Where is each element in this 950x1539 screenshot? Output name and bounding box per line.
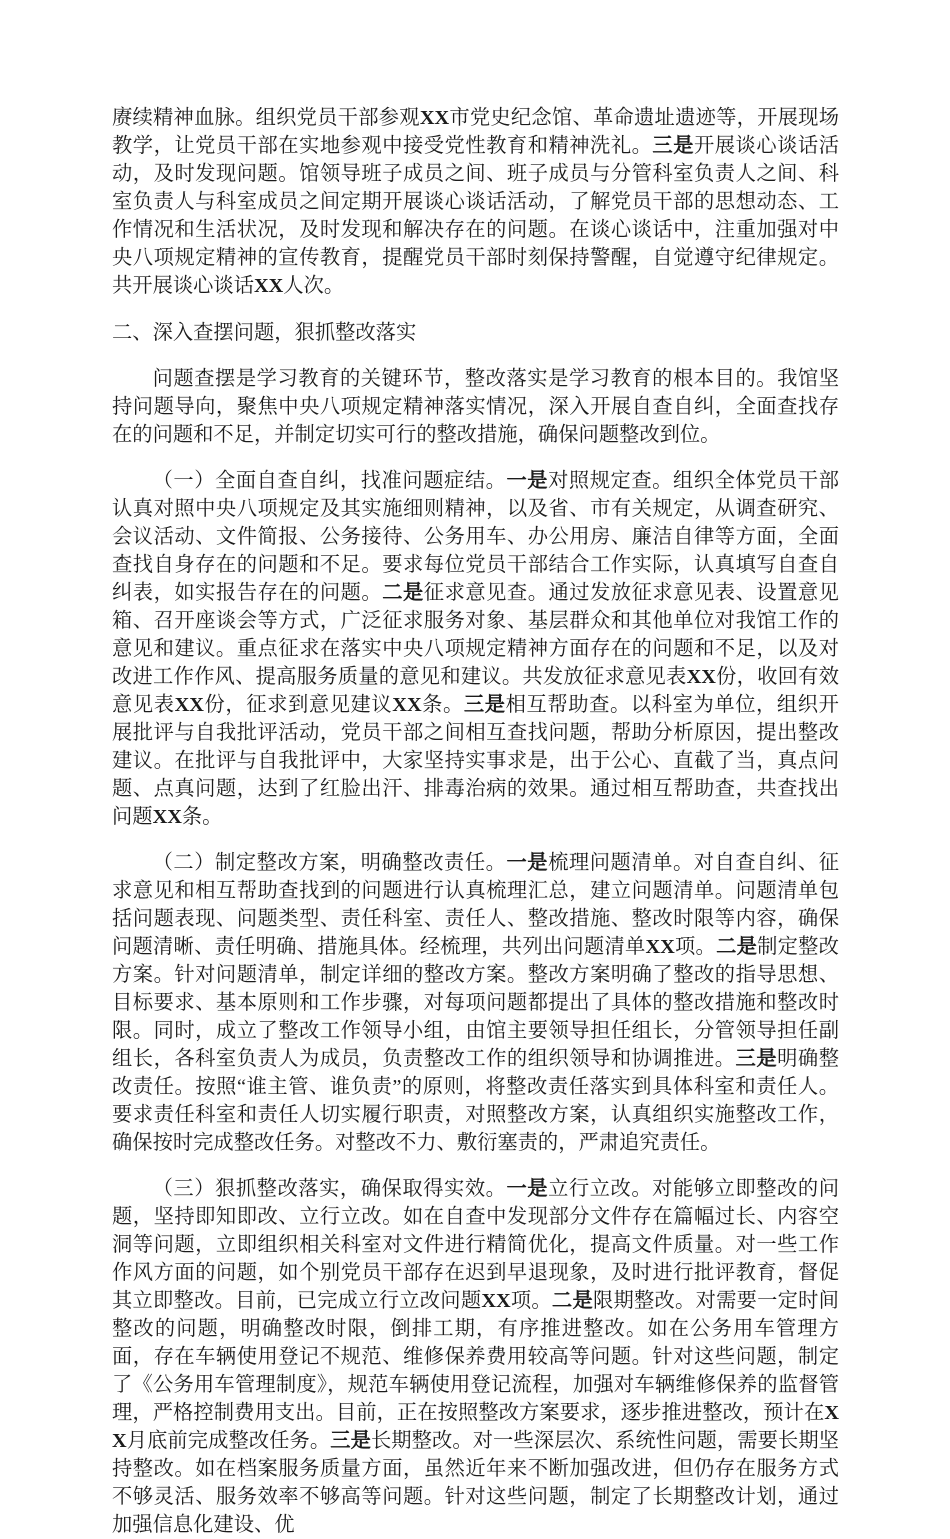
emphasis-marker: 二是 [382, 582, 424, 604]
placeholder-number: XX [686, 666, 716, 688]
placeholder-number: XX [645, 936, 675, 958]
paragraph-subsection-2: （二）制定整改方案，明确整改责任。一是梳理问题清单。对自查自纠、征求意见和相互帮助查找到的问题进行认真梳理汇总，建立问题清单。问题清单包括问题表现、问题类型、责任科室、责任人、整改措施、整改时限等内容，确保问题清晰、责任明确、措施具体。经梳理，共列出问题清单XX项。二是制定整改方案。针对问题清单，制定详细的整改方案。整改方案明确了整改的指导思想、目标要求、基本原则和工作步骤，对每项问题都提出了具体的整改措施和整改时限。同时，成立了整改工作领导小组，由馆主要领导担任组长，分管领导担任副组长，各科室负责人为成员，负责整改工作的组织领导和协调推进。三是明确整改责任。按照“谁主管、谁负责”的原则，将整改责任落实到具体科室和责任人。要求责任科室和责任人切实履行职责，对照整改方案，认真组织实施整改工作，确保按时完成整改任务。对整改不力、敷衍塞责的，严肃追究责任。 [112, 852, 839, 1154]
emphasis-marker: 三是 [463, 694, 506, 716]
placeholder-number: XX [392, 694, 422, 716]
placeholder-number: XX [481, 1290, 511, 1312]
emphasis-marker: 三是 [330, 1430, 371, 1452]
placeholder-number: XX [112, 1402, 839, 1452]
spacer [112, 831, 839, 849]
paragraph-continuation: 赓续精神血脉。组织党员干部参观XX市党史纪念馆、革命遗址遗迹等，开展现场教学，让党员干部在实地参观中接受党性教育和精神洗礼。三是开展谈心谈话活动，及时发现问题。馆领导班子成员之间、班子成员与分管科室负责人之间、科室负责人与科室成员之间定期开展谈心谈话活动，了解党员干部的思想动态、工作情况和生活状况，及时发现和解决存在的问题。在谈心谈话中，注重加强对中央八项规定精神的宣传教育，提醒党员干部时刻保持警醒，自觉遵守纪律规定。共开展谈心谈话XX人次。 [112, 107, 839, 297]
section-heading-2: 二、深入查摆问题，狠抓整改落实 [112, 322, 417, 344]
emphasis-marker: 一是 [506, 852, 549, 874]
placeholder-number: XX [253, 275, 284, 297]
emphasis-marker: 二是 [551, 1290, 593, 1312]
paragraph-subsection-1: （一）全面自查自纠，找准问题症结。一是对照规定查。组织全体党员干部认真对照中央八项规定及其实施细则精神，以及省、市有关规定，从调查研究、会议活动、文件简报、公务接待、公务用车、办公用房、廉洁自律等方面，全面查找自身存在的问题和不足。要求每位党员干部结合工作实际，认真填写自查自纠表，如实报告存在的问题。二是征求意见查。通过发放征求意见表、设置意见箱、召开座谈会等方式，广泛征求服务对象、基层群众和其他单位对我馆工作的意见和建议。重点征求在落实中央八项规定精神方面存在的问题和不足，以及对改进工作作风、提高服务质量的意见和建议。共发放征求意见表XX份，收回有效意见表XX份，征求到意见建议XX条。三是相互帮助查。以科室为单位，组织开展批评与自我批评活动，党员干部之间相互查找问题，帮助分析原因，提出整改建议。在批评与自我批评中，大家坚持实事求是，出于公心、直截了当，真点问题、点真问题，达到了红脸出汗、排毒治病的效果。通过相互帮助查，共查找出问题XX条。 [112, 470, 839, 828]
emphasis-marker: 三是 [735, 1048, 778, 1070]
emphasis-marker: 一是 [506, 1178, 549, 1200]
spacer [112, 347, 839, 365]
emphasis-marker: 二是 [716, 936, 758, 958]
spacer [112, 449, 839, 467]
paragraph-subsection-3: （三）狠抓整改落实，确保取得实效。一是立行立改。对能够立即整改的问题，坚持即知即改、立行立改。如在自查中发现部分文件存在篇幅过长、内容空洞等问题，立即组织相关科室对文件进行精简优化，提高文件质量。对一些工作作风方面的问题，如个别党员干部存在迟到早退现象，及时进行批评教育，督促其立即整改。目前，已完成立行立改问题XX项。二是限期整改。对需要一定时间整改的问题，明确整改时限，倒排工期，有序推进整改。如在公务用车管理方面，存在车辆使用登记不规范、维修保养费用较高等问题。针对这些问题，制定了《公务用车管理制度》，规范车辆使用登记流程，加强对车辆维修保养的监督管理，严格控制费用支出。目前，正在按照整改方案要求，逐步推进整改，预计在XX月底前完成整改任务。三是长期整改。对一些深层次、系统性问题，需要长期坚持整改。如在档案服务质量方面，虽然近年来不断加强改进，但仍存在服务方式不够灵活、服务效率不够高等问题。针对这些问题，制定了长期整改计划，通过加强信息化建设、优 [112, 1178, 839, 1536]
emphasis-marker: 三是 [652, 135, 694, 157]
spacer [112, 1157, 839, 1175]
emphasis-marker: 一是 [506, 470, 549, 492]
placeholder-number: XX [419, 107, 450, 129]
placeholder-number: XX [152, 806, 182, 828]
document-body [112, 104, 839, 1539]
placeholder-number: XX [174, 694, 204, 716]
spacer [112, 300, 839, 319]
paragraph-section-intro: 问题查摆是学习教育的关键环节，整改落实是学习教育的根本目的。我馆坚持问题导向，聚焦中央八项规定精神落实情况，深入开展自查自纠，全面查找存在的问题和不足，并制定切实可行的整改措施，确保问题整改到位。 [112, 368, 839, 446]
